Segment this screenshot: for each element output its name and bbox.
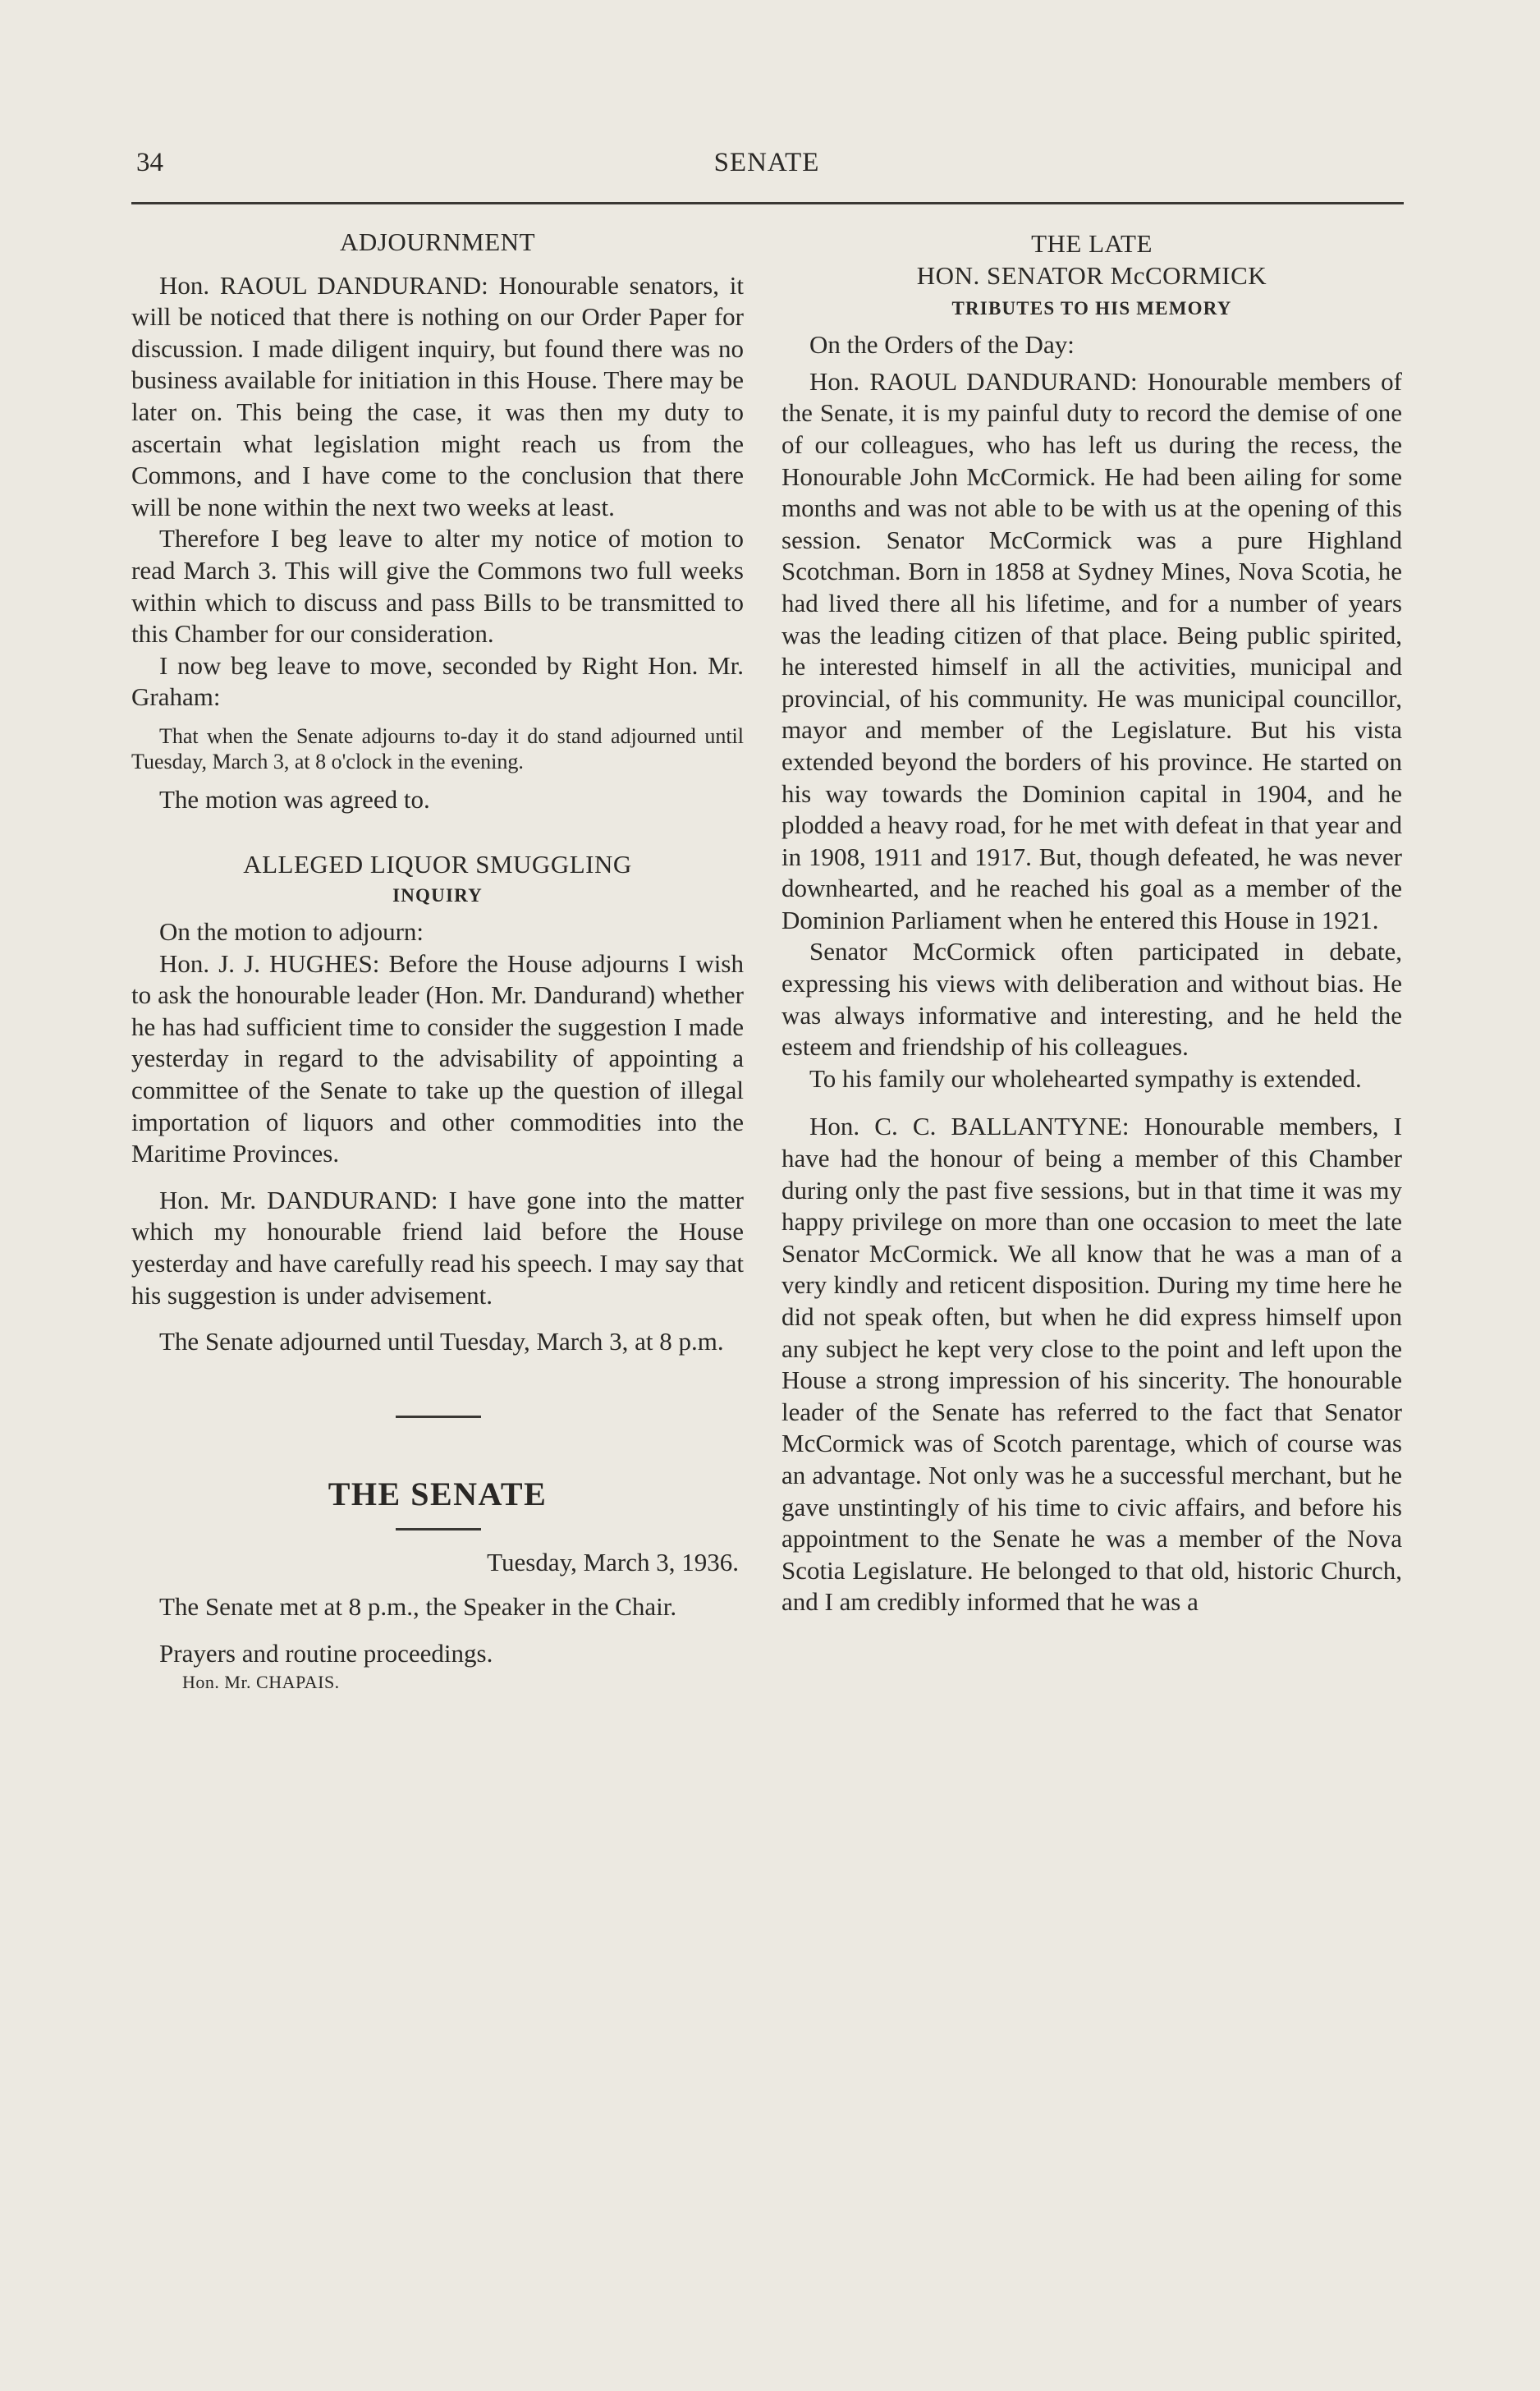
sitting-date: Tuesday, March 3, 1936. (487, 1547, 739, 1576)
tribute-heading-line-1: THE LATE (1031, 229, 1153, 258)
header-rule (131, 202, 1404, 204)
smuggling-paragraph-2: Hon. J. J. HUGHES: Before the House adjourns I wish to ask the honourable leader (Hon. Mr. Dandurand) whether he has had sufficient time to consider the suggestion I made yesterday in regard to the advisability of appointing a committee of the Senate to take up the question of illegal importation of liquors and other commodities into the Maritime Provinces. (131, 948, 744, 1168)
motion-quote: That when the Senate adjourns to-day it do stand adjourned until Tuesday, March 3, at 8 o'clock in the evening. (131, 723, 744, 773)
adjournment-paragraph-3: I now beg leave to move, seconded by Right Hon. Mr. Graham: (131, 650, 744, 712)
tribute-paragraph-3: Senator McCormick often participated in debate, expressing his views with deliberation and without bias. He was always informative and interesting, and he held the esteem and friendship of his colleagues. (781, 937, 1402, 1062)
adjournment-heading: ADJOURNMENT (340, 227, 535, 256)
tribute-paragraph-4: To his family our wholehearted sympathy is extended. (809, 1063, 1362, 1093)
footer-note: Hon. Mr. CHAPAIS. (182, 1671, 340, 1692)
tribute-paragraph-2: Hon. RAOUL DANDURAND: Honourable members of the Senate, it is my painful duty to record the demise of one of our colleagues, who has left us during the recess, the Honourable John McCormick. He had been ailing for some months and was not able to be with us at the opening of this session. Senator McCormick was a pure Highland Scotchman. Born in 1858 at Sydney Mines, Nova Scotia, he had lived there all his lifetime, and for a number of years was the leading citizen of that place. Being public spirited, he interested himself in all the activities, municipal and provincial, of his community. He was municipal councillor, mayor and member of the Legislature. But his vista extended beyond the borders of his province. He started on his way towards the Dominion capital in 1904, and he plodded a heavy road, for he met with defeat in that year and in 1908, 1911 and 1917. But, though defeated, he was never downhearted, and he reached his goal as a member of the Dominion Parliament when he entered this House in 1921. (781, 366, 1402, 934)
smuggling-heading: ALLEGED LIQUOR SMUGGLING (243, 849, 632, 879)
the-senate-heading: THE SENATE (328, 1475, 548, 1512)
senate-paragraph-2: Prayers and routine proceedings. (159, 1639, 493, 1668)
running-title: SENATE (713, 148, 820, 177)
page-number: 34 (136, 148, 163, 177)
adjournment-paragraph-2: Therefore I beg leave to alter my notice of motion to read March 3. This will give the Commons two full weeks within which to discuss and pass Bills to be transmitted to this Chamber for our consideration. (131, 524, 744, 649)
smuggling-paragraph-1: On the motion to adjourn: (159, 917, 424, 947)
smuggling-paragraph-4: The Senate adjourned until Tuesday, March 3, at 8 p.m. (159, 1327, 724, 1356)
adjournment-paragraph-1: Hon. RAOUL DANDURAND: Honourable senators, it will be noticed that there is nothing on our Order Paper for discussion. I made diligent inquiry, but found there was no business available for initiation in this House. There may be later on. This being the case, it was then my duty to ascertain what legislation might reach us from the Commons, and I have come to the conclusion that there will be none within the next two weeks at least. (131, 270, 744, 521)
tribute-paragraph-5: Hon. C. C. BALLANTYNE: Honourable members, I have had the honour of being a member of this Chamber during only the past five sessions, but in that time it was my happy privilege on more than one occasion to meet the late Senator McCormick. We all know that he was a man of a very kindly and reticent disposition. During my time here he did not speak often, but when he did express himself upon any subject he kept very close to the point and left upon the House a strong impression of his sincerity. The honourable leader of the Senate has referred to the fact that Senator McCormick was of Scotch parentage, which of course was an advantage. Not only was he a successful merchant, but he gave unstintingly of his time to civic affairs, and before his appointment to the Senate he was a member of the Nova Scotia Legislature. He belonged to that old, historic Church, and I am credibly informed that he was a (781, 1112, 1402, 1617)
page-header (131, 141, 1402, 187)
smuggling-paragraph-3: Hon. Mr. DANDURAND: I have gone into the matter which my honourable friend laid before the House yesterday and have carefully read his speech. I may say that his suggestion is under advisement. (131, 1185, 744, 1310)
motion-agreed: The motion was agreed to. (159, 784, 430, 814)
tribute-heading-line-2: HON. SENATOR McCORMICK (916, 260, 1267, 290)
senate-paragraph-1: The Senate met at 8 p.m., the Speaker in the Chair. (159, 1592, 677, 1622)
tribute-paragraph-1: On the Orders of the Day: (809, 330, 1075, 360)
left-column (131, 215, 744, 1695)
tributes-subheading: TRIBUTES TO HIS MEMORY (951, 298, 1232, 319)
inquiry-subheading: INQUIRY (392, 885, 483, 906)
right-column (781, 215, 1402, 1618)
